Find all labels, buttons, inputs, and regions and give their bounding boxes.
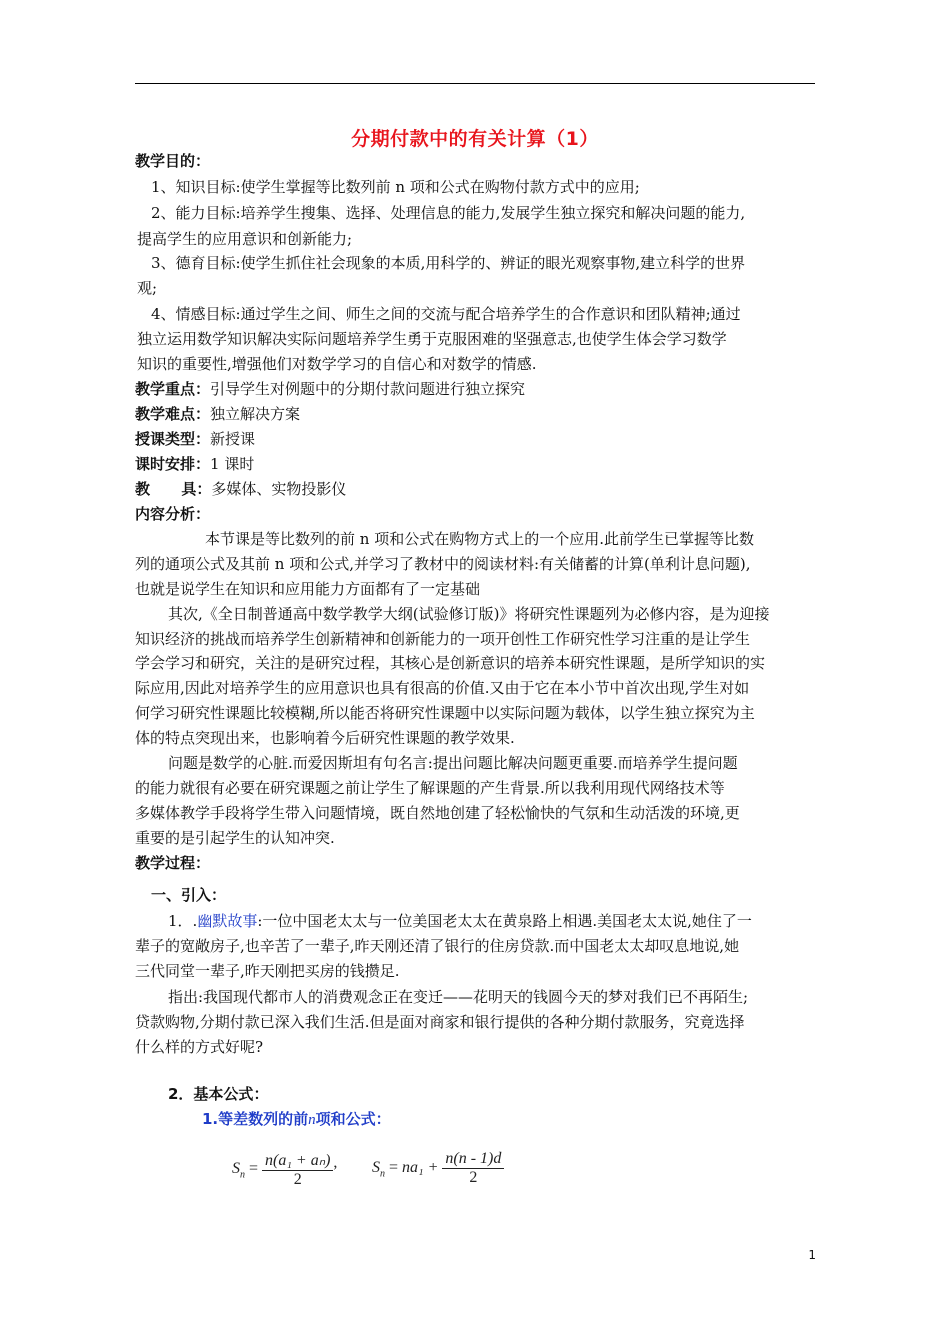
analysis-line: 重要的是引起学生的认知冲突. — [135, 829, 335, 847]
note-line: 指出:我国现代都市人的消费观念正在变迁——花明天的钱圆今天的梦对我们已不再陌生; — [168, 988, 749, 1006]
objective-line: 2、能力目标:培养学生搜集、选择、处理信息的能力,发展学生独立探究和解决问题的能力, — [151, 204, 746, 222]
analysis-line: 其次,《全日制普通高中数学教学大纲(试验修订版)》将研究性课题列为必修内容，是为迎接 — [168, 605, 770, 623]
objectives-heading: 教学目的： — [135, 152, 211, 170]
arithmetic-sum-heading: 1.等差数列的前n项和公式： — [202, 1110, 391, 1128]
section-formula-heading: 2．基本公式： — [168, 1085, 269, 1103]
sum-formula-2: $S_n = na_1$ + $\frac{n(n - 1)d}{2}$ — [372, 1150, 504, 1187]
meta-lesson-type: 授课类型：新授课 — [135, 430, 256, 448]
analysis-line: 际应用,因此对培养学生的应用意识也具有很高的价值.又由于它在本小节中首次出现,学生对如 — [135, 679, 750, 697]
objective-line: 4、情感目标:通过学生之间、师生之间的交流与配合培养学生的合作意识和团队精神;通过 — [151, 305, 741, 323]
note-line: 什么样的方式好呢? — [135, 1038, 264, 1056]
analysis-line: 多媒体教学手段将学生带入问题情境，既自然地创建了轻松愉快的气氛和生动活泼的环境,更 — [135, 804, 740, 822]
analysis-line: 列的通项公式及其前 n 项和公式,并学习了教材中的阅读材料:有关储蓄的计算(单利计息问题), — [135, 555, 751, 573]
meta-schedule: 课时安排：1 课时 — [135, 455, 255, 473]
header-rule — [135, 83, 815, 84]
analysis-line: 问题是数学的心脏.而爱因斯坦有句名言:提出问题比解决问题更重要.而培养学生提问题 — [168, 754, 738, 772]
analysis-heading: 内容分析： — [135, 505, 211, 523]
objective-line: 知识的重要性,增强他们对数学学习的自信心和对数学的情感. — [137, 355, 537, 373]
objective-line: 3、德育目标:使学生抓住社会现象的本质,用科学的、辨证的眼光观察事物,建立科学的世界 — [151, 254, 746, 272]
analysis-line: 本节课是等比数列的前 n 项和公式在购物方式上的一个应用.此前学生已掌握等比数 — [205, 530, 754, 548]
objective-line: 观; — [137, 279, 158, 297]
analysis-line: 的能力就很有必要在研究课题之前让学生了解课题的产生背景.所以我利用现代网络技术等 — [135, 779, 725, 797]
section-intro-heading: 一、引入： — [151, 886, 227, 904]
analysis-line: 学会学习和研究，关注的是研究过程，其核心是创新意识的培养本研究性课题，是所学知识的实 — [135, 654, 766, 672]
meta-key-point: 教学重点：引导学生对例题中的分期付款问题进行独立探究 — [135, 380, 526, 398]
analysis-line: 何学习研究性课题比较模糊,所以能否将研究性课题中以实际问题为载体，以学生独立探究为主 — [135, 704, 755, 722]
analysis-line: 也就是说学生在知识和应用能力方面都有了一定基础 — [135, 580, 481, 598]
analysis-line: 体的特点突现出来，也影响着今后研究性课题的教学效果. — [135, 729, 515, 747]
meta-difficulty: 教学难点：独立解决方案 — [135, 405, 301, 423]
analysis-line: 知识经济的挑战而培养学生创新精神和创新能力的一项开创性工作研究性学习注重的是让学生 — [135, 630, 751, 648]
sum-formula-1: $S_n$ = $\frac{\text{n(a₁ + aₙ)}}{2}$ , — [232, 1152, 338, 1188]
objective-line: 独立运用数学知识解决实际问题培养学生勇于克服困难的坚强意志,也使学生体会学习数学 — [137, 330, 727, 348]
page-title: 分期付款中的有关计算（1） — [351, 128, 599, 150]
process-heading: 教学过程： — [135, 854, 211, 872]
meta-tools: 教 具：多媒体、实物投影仪 — [135, 480, 347, 498]
story-line: 辈子的宽敞房子,也辛苦了一辈子,昨天刚还清了银行的住房贷款.而中国老太太却叹息地说,她 — [135, 937, 740, 955]
note-line: 贷款购物,分期付款已深入我们生活.但是面对商家和银行提供的各种分期付款服务，究竟选择 — [135, 1013, 745, 1031]
objective-line: 1、知识目标:使学生掌握等比数列前 n 项和公式在购物付款方式中的应用; — [151, 178, 640, 196]
story-line: 1．.幽默故事:一位中国老太太与一位美国老太太在黄泉路上相遇.美国老太太说,她住了一 — [168, 912, 752, 930]
objective-line: 提高学生的应用意识和创新能力; — [137, 230, 353, 248]
page-number: 1 — [808, 1248, 816, 1262]
humor-story-link[interactable]: 幽默故事 — [197, 912, 258, 930]
story-line: 三代同堂一辈子,昨天刚把买房的钱攒足. — [135, 962, 400, 980]
